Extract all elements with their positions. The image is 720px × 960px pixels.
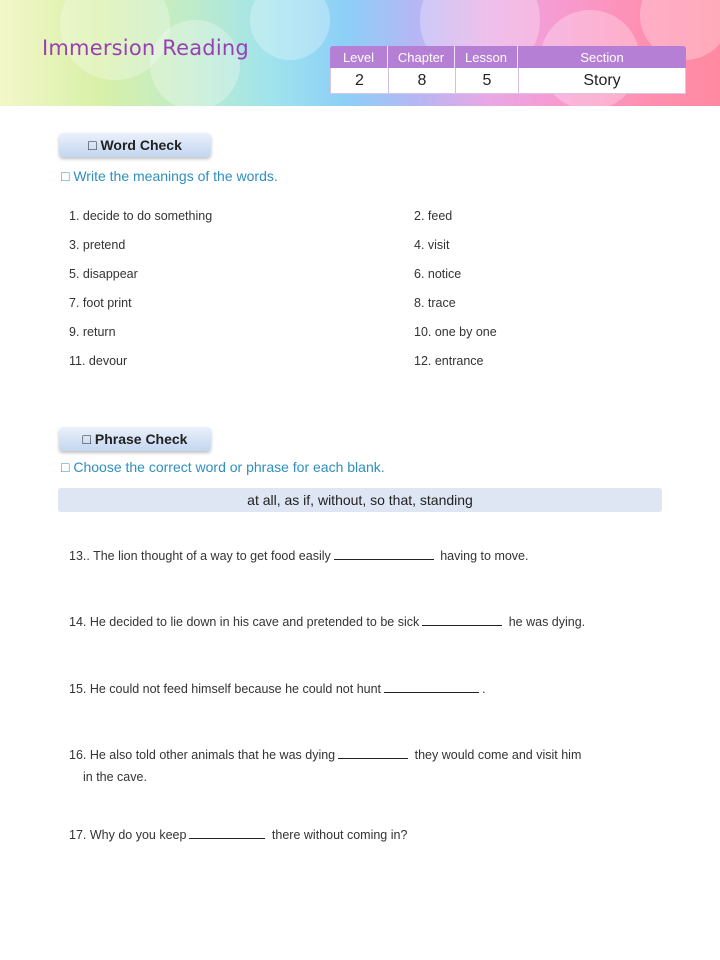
word-item: 7. foot print [69, 296, 132, 310]
question-text: there without coming in? [271, 828, 408, 842]
answer-blank[interactable] [334, 547, 434, 560]
answer-blank[interactable] [338, 746, 408, 759]
question-text: they would come and visit him [414, 748, 582, 762]
word-item: 9. return [69, 325, 116, 339]
word-item: 11. devour [69, 354, 128, 368]
word-item: 12. entrance [414, 354, 484, 368]
word-item: 3. pretend [69, 238, 126, 252]
question-text: having to move. [440, 549, 529, 563]
level-header: Level [330, 46, 388, 68]
info-table-header [330, 46, 686, 68]
question-16-continued: in the cave. [83, 770, 147, 784]
question-14 [69, 613, 585, 629]
info-table-values [330, 68, 686, 94]
brand-title: Immersion Reading [42, 36, 249, 60]
lesson-value: 5 [456, 68, 519, 93]
question-text: 17. Why do you keep [69, 828, 187, 842]
answer-options-bar: at all, as if, without, so that, standing [58, 488, 662, 512]
chapter-value: 8 [389, 68, 456, 93]
header-banner [0, 0, 720, 106]
word-item: 1. decide to do something [69, 209, 213, 223]
question-text: 13.. The lion thought of a way to get food easily [69, 549, 331, 563]
level-value: 2 [331, 68, 389, 93]
word-item: 8. trace [414, 296, 456, 310]
question-text: . [482, 682, 486, 696]
section-value: Story [583, 71, 621, 89]
word-item: 4. visit [414, 238, 450, 252]
phrase-check-instruction: □ Choose the correct word or phrase for each blank. [61, 459, 385, 475]
word-item: 10. one by one [414, 325, 497, 339]
lesson-info-table [330, 46, 686, 94]
question-15 [69, 680, 486, 696]
question-17 [69, 826, 407, 842]
word-item: 6. notice [414, 267, 462, 281]
section-header: Section [580, 49, 624, 65]
question-text: he was dying. [508, 615, 586, 629]
word-check-instruction: □ Write the meanings of the words. [61, 168, 278, 184]
chapter-header: Chapter [388, 46, 455, 68]
answer-blank[interactable] [189, 826, 265, 839]
answer-blank[interactable] [384, 680, 479, 693]
word-item: 2. feed [414, 209, 453, 223]
question-16 [69, 746, 581, 762]
question-text: 14. He decided to lie down in his cave and pretended to be sick [69, 615, 420, 629]
lesson-header: Lesson [455, 46, 518, 68]
question-13 [69, 547, 528, 563]
question-text: 16. He also told other animals that he was dying [69, 748, 336, 762]
word-item: 5. disappear [69, 267, 138, 281]
phrase-check-heading: □ Phrase Check [59, 427, 211, 451]
word-check-heading: □ Word Check [59, 133, 211, 157]
question-text: 15. He could not feed himself because he could not hunt [69, 682, 382, 696]
answer-blank[interactable] [422, 613, 502, 626]
